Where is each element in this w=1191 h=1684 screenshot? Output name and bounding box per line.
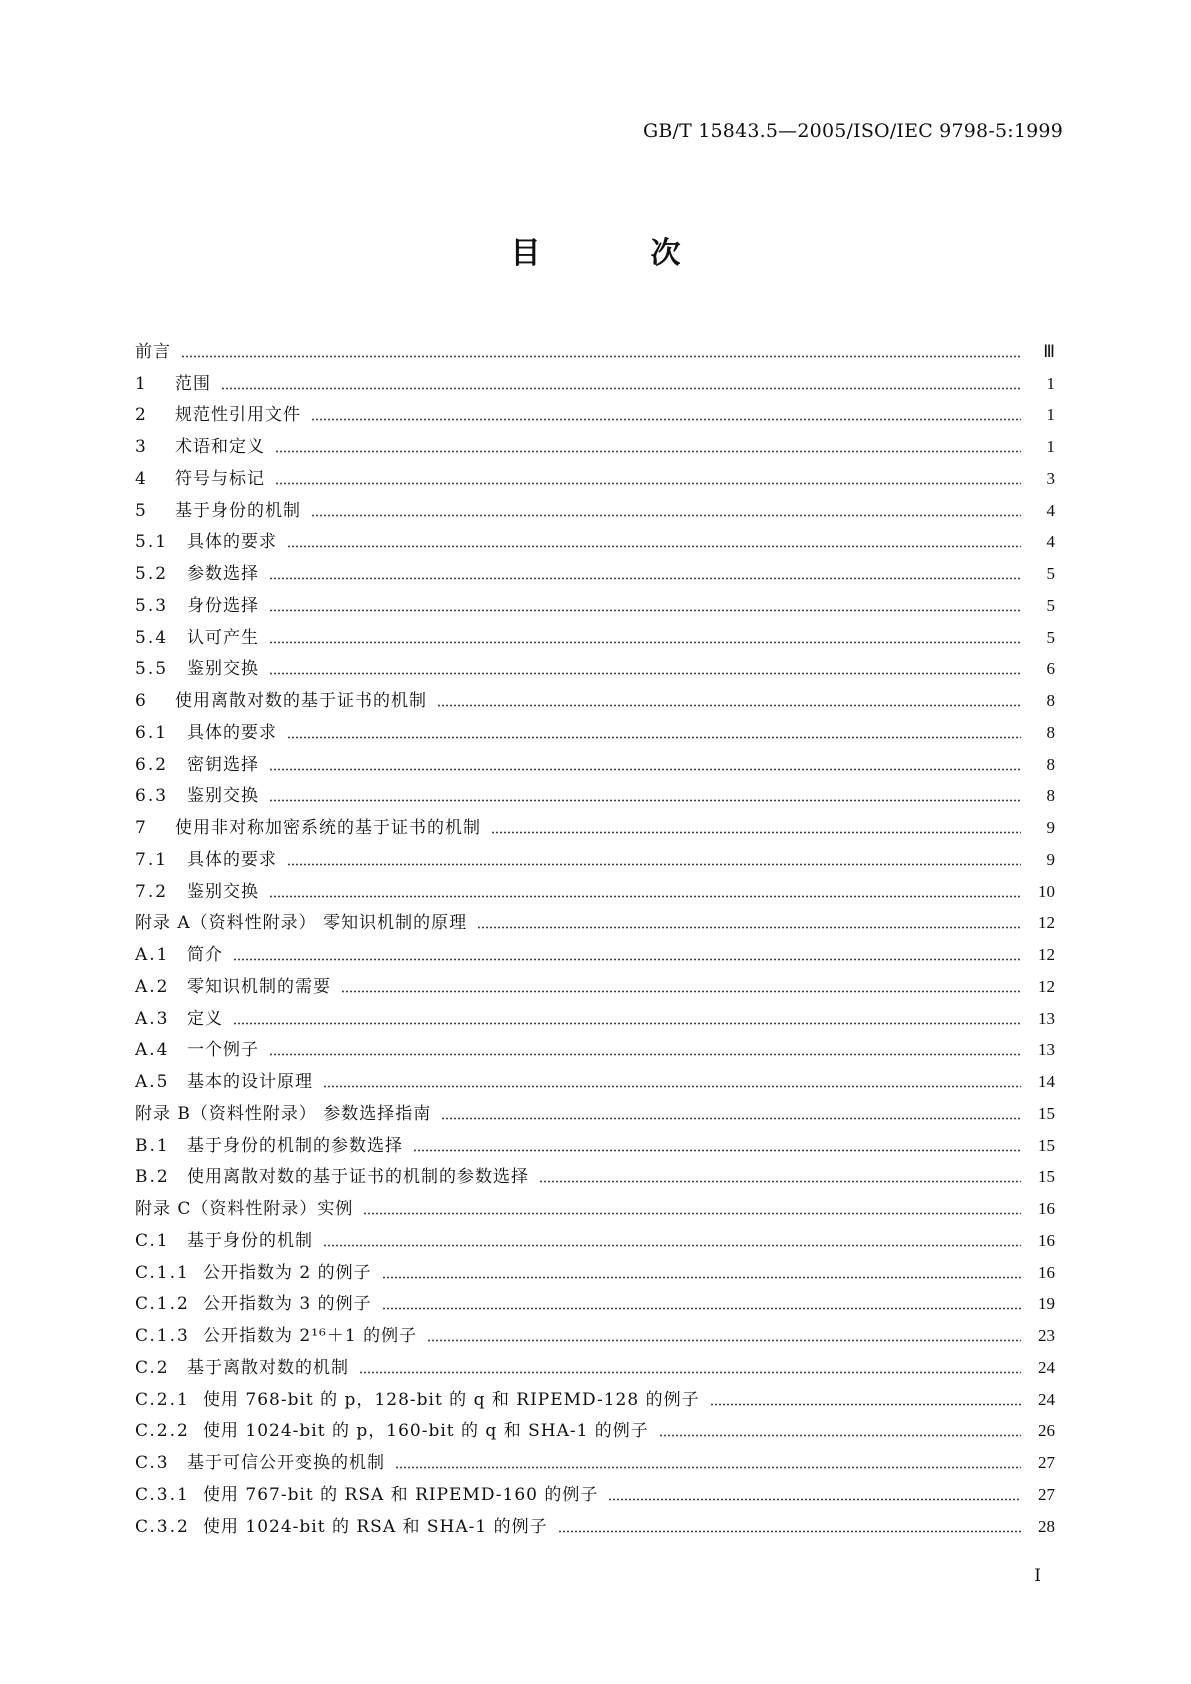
dot-leader — [382, 1307, 1021, 1310]
toc-entry-page: 6 — [1046, 659, 1055, 679]
toc-entry-title: 具体的要求 — [187, 849, 277, 870]
toc-entry-title: 基本的设计原理 — [187, 1072, 313, 1092]
toc-entry-number: C.1.1 — [135, 1262, 190, 1283]
toc-entry-number: C.3.1 — [135, 1484, 190, 1505]
toc-entry[interactable] — [135, 521, 1055, 553]
dot-leader — [269, 1053, 1021, 1056]
toc-entry-number: C.2.2 — [135, 1421, 190, 1442]
toc-entry-title: 基于可信公开变换的机制 — [187, 1453, 385, 1473]
toc-entry-page: 13 — [1038, 1008, 1055, 1028]
toc-entry-page: 24 — [1038, 1357, 1055, 1377]
toc-entry[interactable] — [135, 679, 1055, 711]
toc-entry-title: 基于身份的机制的参数选择 — [187, 1135, 403, 1156]
toc-entry[interactable] — [135, 1410, 1055, 1442]
toc-entry-page: 9 — [1046, 818, 1055, 837]
toc-entry-page: 3 — [1046, 468, 1055, 488]
toc-entry-page: 12 — [1038, 976, 1055, 996]
toc-entry-page: 27 — [1038, 1484, 1055, 1504]
dot-leader — [395, 1466, 1021, 1469]
dot-leader — [558, 1530, 1021, 1533]
toc-entry[interactable] — [135, 1187, 1055, 1219]
toc-entry-number: 5.3 — [135, 595, 169, 616]
dot-leader — [341, 990, 1021, 993]
toc-entry[interactable] — [135, 1156, 1055, 1188]
toc-entry[interactable] — [135, 616, 1055, 648]
toc-entry-title: 使用离散对数的基于证书的机制的参数选择 — [187, 1167, 529, 1188]
toc-entry-number: 7.2 — [135, 881, 169, 902]
dot-leader — [441, 1117, 1021, 1120]
dot-leader — [269, 577, 1021, 580]
toc-entry-title: 使用 1024-bit 的 p，160-bit 的 q 和 SHA-1 的例子 — [203, 1421, 649, 1442]
toc-entry[interactable] — [135, 902, 1055, 934]
toc-entry-title: 基于身份的机制 — [175, 500, 301, 521]
toc-entry-number: 2 — [135, 405, 148, 426]
toc-entry-title: 附录 C（资料性附录）实例 — [135, 1199, 354, 1219]
dot-leader — [359, 1371, 1021, 1374]
dot-leader — [382, 1276, 1021, 1279]
toc-entry[interactable] — [135, 965, 1055, 997]
dot-leader — [363, 1212, 1021, 1215]
toc-entry-title: 术语和定义 — [175, 437, 265, 457]
toc-entry-page: 26 — [1038, 1421, 1055, 1441]
dot-leader — [275, 450, 1021, 453]
toc-entry-number: 4 — [135, 468, 148, 489]
toc-entry-number: 5.5 — [135, 659, 169, 680]
toc-entry-page: 8 — [1046, 754, 1055, 774]
toc-entry-page: 12 — [1038, 913, 1055, 933]
toc-entry[interactable] — [135, 1441, 1055, 1473]
toc-entry-title: 使用非对称加密系统的基于证书的机制 — [175, 818, 481, 838]
toc-entry[interactable] — [135, 711, 1055, 743]
toc-entry-number: 5.4 — [135, 627, 169, 648]
toc-entry-page: 16 — [1038, 1230, 1055, 1250]
toc-entry-number: A.3 — [135, 1008, 170, 1029]
toc-entry[interactable] — [135, 997, 1055, 1029]
toc-entry[interactable] — [135, 1283, 1055, 1315]
toc-entry-page: 16 — [1038, 1262, 1055, 1282]
toc-entry-page: 23 — [1038, 1326, 1055, 1345]
toc-entry[interactable] — [135, 1378, 1055, 1410]
dot-leader — [323, 1244, 1021, 1247]
toc-entry[interactable] — [135, 1505, 1055, 1537]
dot-leader — [427, 1339, 1021, 1342]
toc-entry-page: 4 — [1046, 532, 1055, 552]
dot-leader — [233, 1022, 1021, 1025]
dot-leader — [311, 418, 1021, 421]
toc-entry-title: 符号与标记 — [175, 468, 265, 489]
toc-entry[interactable] — [135, 1473, 1055, 1505]
dot-leader — [269, 895, 1021, 898]
toc-entry-title: 具体的要求 — [187, 722, 277, 743]
toc-entry-title: 附录 B（资料性附录） 参数选择指南 — [135, 1103, 432, 1124]
toc-entry[interactable] — [135, 1029, 1055, 1061]
toc-entry-number: 6 — [135, 691, 148, 711]
dot-leader — [437, 704, 1021, 707]
toc-entry-page: 8 — [1046, 722, 1055, 742]
toc-entry-number: B.1 — [135, 1135, 170, 1156]
dot-leader — [539, 1180, 1021, 1183]
dot-leader — [323, 1085, 1021, 1088]
toc-entry-number: A.1 — [135, 945, 170, 965]
toc-entry-page: 1 — [1046, 373, 1055, 393]
toc-entry[interactable] — [135, 1092, 1055, 1124]
toc-entry[interactable] — [135, 1219, 1055, 1251]
toc-entry[interactable] — [135, 1314, 1055, 1346]
toc-entry[interactable] — [135, 870, 1055, 902]
toc-entry-page: 14 — [1038, 1072, 1055, 1091]
toc-entry-number: 7.1 — [135, 849, 169, 870]
toc-entry-title: 使用 767-bit 的 RSA 和 RIPEMD-160 的例子 — [203, 1484, 599, 1505]
toc-entry-title: 附录 A（资料性附录） 零知识机制的原理 — [135, 913, 468, 934]
dot-leader — [269, 799, 1021, 802]
toc-entry[interactable] — [135, 457, 1055, 489]
toc-entry-title: 公开指数为 2¹⁶＋1 的例子 — [203, 1326, 418, 1346]
dot-leader — [287, 545, 1021, 548]
toc-entry-number: 5.2 — [135, 564, 169, 584]
toc-entry-page: 8 — [1046, 786, 1055, 806]
toc-entry-number: A.5 — [135, 1072, 170, 1092]
toc-entry[interactable] — [135, 1346, 1055, 1378]
toc-entry[interactable] — [135, 775, 1055, 807]
standard-number-header: GB/T 15843.5—2005/ISO/IEC 9798-5:1999 — [642, 120, 1063, 142]
toc-entry-title: 基于离散对数的机制 — [187, 1357, 349, 1378]
toc-entry[interactable] — [135, 806, 1055, 838]
toc-entry[interactable] — [135, 394, 1055, 426]
dot-leader — [710, 1403, 1021, 1406]
dot-leader — [287, 863, 1021, 866]
toc-list — [135, 330, 1055, 1537]
toc-entry-title: 基于身份的机制 — [187, 1230, 313, 1251]
toc-entry-title: 鉴别交换 — [187, 881, 259, 902]
toc-entry-page: 19 — [1038, 1294, 1055, 1314]
toc-entry-number: 6.3 — [135, 786, 169, 807]
toc-entry-number: 3 — [135, 437, 148, 457]
toc-entry-title: 具体的要求 — [187, 532, 277, 553]
toc-entry-page: 16 — [1038, 1199, 1055, 1218]
toc-entry-page: 15 — [1038, 1135, 1055, 1155]
dot-leader — [275, 482, 1021, 485]
toc-entry-title: 使用 1024-bit 的 RSA 和 SHA-1 的例子 — [203, 1516, 548, 1537]
toc-entry-title: 身份选择 — [187, 595, 259, 616]
dot-leader — [181, 355, 1021, 358]
toc-entry-title: 简介 — [187, 945, 223, 965]
toc-entry[interactable] — [135, 362, 1055, 394]
dot-leader — [608, 1498, 1021, 1501]
toc-entry-page: 13 — [1038, 1040, 1055, 1060]
toc-entry-page: 15 — [1038, 1103, 1055, 1123]
dot-leader — [491, 831, 1021, 834]
dot-leader — [287, 736, 1021, 739]
toc-entry-title: 参数选择 — [187, 564, 259, 584]
toc-entry-title: 使用离散对数的基于证书的机制 — [175, 691, 427, 711]
dot-leader — [269, 609, 1021, 612]
toc-entry-page: 8 — [1046, 691, 1055, 710]
toc-entry-page: Ⅲ — [1043, 341, 1055, 361]
toc-entry-number: C.1.3 — [135, 1326, 190, 1346]
toc-entry[interactable] — [135, 933, 1055, 965]
toc-entry-page: 5 — [1046, 595, 1055, 615]
toc-entry[interactable] — [135, 1060, 1055, 1092]
toc-entry-page: 5 — [1046, 564, 1055, 583]
toc-entry[interactable] — [135, 552, 1055, 584]
dot-leader — [477, 926, 1021, 929]
toc-entry-number: C.3.2 — [135, 1516, 190, 1537]
toc-entry[interactable] — [135, 584, 1055, 616]
dot-leader — [269, 641, 1021, 644]
toc-entry[interactable] — [135, 425, 1055, 457]
toc-entry-page: 24 — [1038, 1389, 1055, 1409]
toc-entry-title: 公开指数为 3 的例子 — [203, 1294, 372, 1315]
toc-entry-title: 鉴别交换 — [187, 786, 259, 807]
dot-leader — [233, 958, 1021, 961]
toc-entry-number: C.2.1 — [135, 1389, 190, 1410]
dot-leader — [311, 514, 1021, 517]
toc-entry[interactable] — [135, 648, 1055, 680]
dot-leader — [659, 1434, 1021, 1437]
dot-leader — [269, 672, 1021, 675]
toc-entry[interactable] — [135, 489, 1055, 521]
toc-entry-number: 5 — [135, 500, 148, 521]
toc-entry-page: 28 — [1038, 1516, 1055, 1536]
toc-entry-number: 6.1 — [135, 722, 169, 743]
toc-entry[interactable] — [135, 743, 1055, 775]
toc-entry[interactable] — [135, 1124, 1055, 1156]
toc-entry-title: 零知识机制的需要 — [187, 976, 331, 997]
toc-entry-page: 4 — [1046, 500, 1055, 520]
toc-entry-number: 6.2 — [135, 754, 169, 775]
page-number: I — [1034, 1566, 1041, 1586]
toc-entry-number: A.4 — [135, 1040, 170, 1061]
toc-entry-number: C.3 — [135, 1453, 170, 1473]
toc-entry-title: 规范性引用文件 — [175, 405, 301, 426]
toc-entry-title: 范围 — [175, 373, 211, 394]
toc-entry-page: 5 — [1046, 627, 1055, 647]
toc-entry-page: 12 — [1038, 945, 1055, 964]
toc-entry-number: C.1.2 — [135, 1294, 190, 1315]
toc-entry-title: 鉴别交换 — [187, 659, 259, 680]
toc-entry-page: 1 — [1046, 437, 1055, 456]
toc-entry-number: C.1 — [135, 1230, 170, 1251]
dot-leader — [269, 768, 1021, 771]
toc-entry[interactable] — [135, 1251, 1055, 1283]
toc-entry-title: 使用 768-bit 的 p，128-bit 的 q 和 RIPEMD-128 的例子 — [203, 1389, 700, 1410]
toc-entry-page: 9 — [1046, 849, 1055, 869]
toc-entry-title: 认可产生 — [187, 627, 259, 648]
toc-entry-page: 15 — [1038, 1167, 1055, 1187]
toc-entry-number: 1 — [135, 373, 148, 394]
toc-entry-title: 前言 — [135, 341, 171, 362]
toc-entry[interactable] — [135, 838, 1055, 870]
toc-entry-title: 密钥选择 — [187, 754, 259, 775]
toc-entry-number: A.2 — [135, 976, 170, 997]
toc-entry-title: 一个例子 — [187, 1040, 259, 1061]
page-title: 目 次 — [510, 236, 721, 271]
toc-entry-page: 10 — [1038, 881, 1055, 901]
toc-entry-number: 7 — [135, 818, 148, 838]
toc-entry-page: 1 — [1046, 405, 1055, 425]
toc-entry[interactable] — [135, 330, 1055, 362]
toc-entry-title: 定义 — [187, 1008, 223, 1029]
toc-entry-page: 27 — [1038, 1453, 1055, 1472]
toc-entry-number: C.2 — [135, 1357, 170, 1378]
dot-leader — [221, 387, 1021, 390]
toc-entry-number: B.2 — [135, 1167, 170, 1188]
toc-entry-number: 5.1 — [135, 532, 169, 553]
dot-leader — [413, 1149, 1021, 1152]
toc-entry-title: 公开指数为 2 的例子 — [203, 1262, 372, 1283]
